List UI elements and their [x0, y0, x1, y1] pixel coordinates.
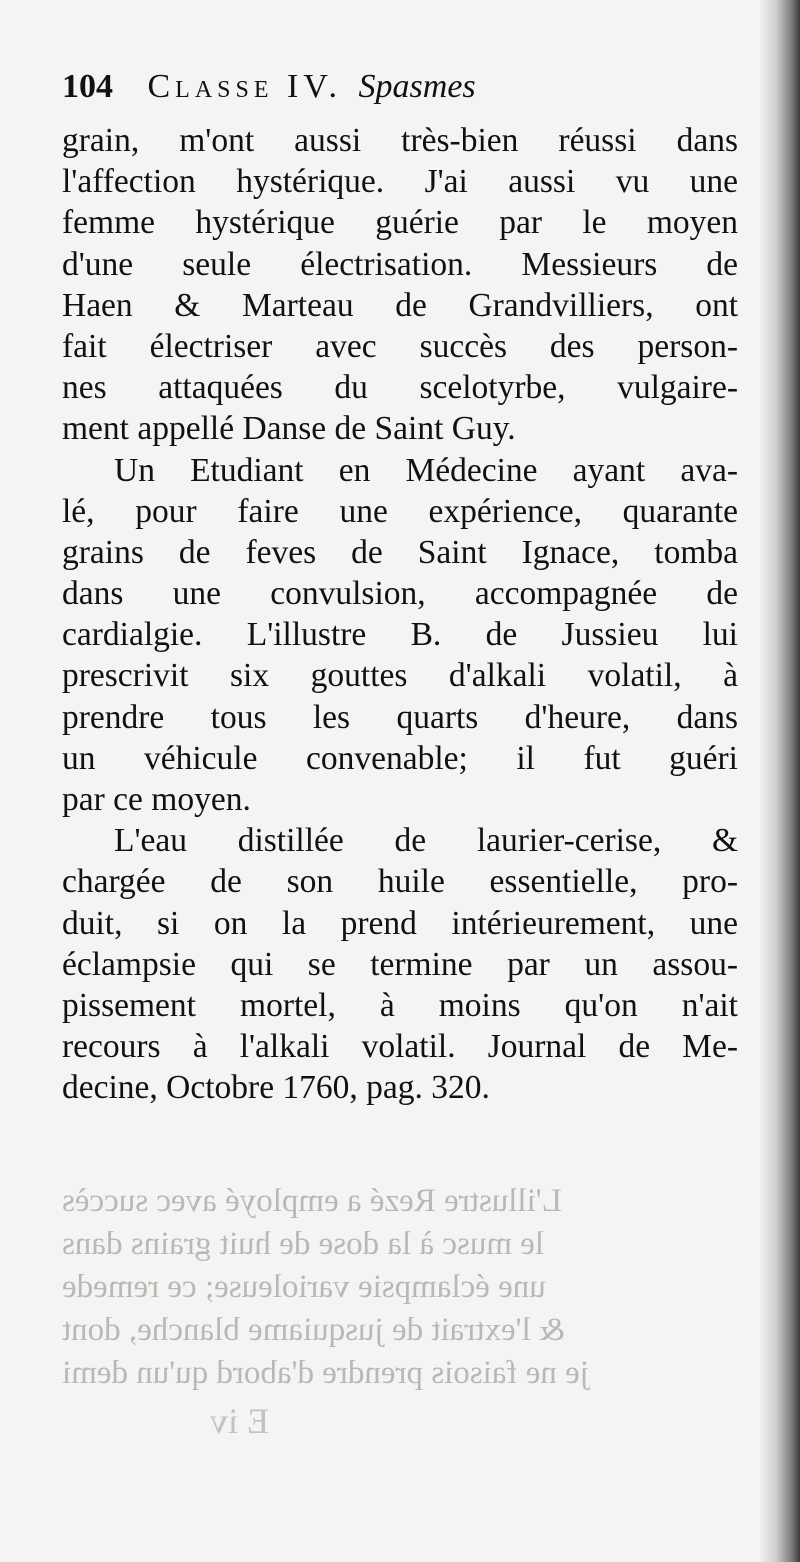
text-line: decine, Octobre 1760, pag. 320.: [62, 1069, 490, 1107]
text-line: ment appellé Danse de Saint Guy.: [62, 410, 516, 448]
bleed-line: L'illustre Rezé a employé avec succès: [62, 1183, 562, 1219]
bleed-line: je ne faisois prendre d'abord qu'un demi: [62, 1355, 589, 1391]
text-line: prendre tous les quarts d'heure, dans: [62, 698, 738, 736]
signature-mark: E iv: [210, 1401, 269, 1441]
running-header: [62, 62, 722, 112]
text-line: par ce moyen.: [62, 781, 251, 818]
text-line: femme hystérique guérie par le moyen: [62, 204, 738, 242]
text-line: éclampsie qui se termine par un assou-: [62, 945, 738, 983]
text-line: nes attaquées du scelotyrbe, vulgaire-: [62, 369, 738, 407]
text-line: lé, pour faire une expérience, quarante: [62, 492, 738, 530]
text-line: pissement mortel, à moins qu'on n'ait: [62, 986, 738, 1024]
text-line: duit, si on la prend intérieurement, une: [62, 904, 738, 942]
text-line: grain, m'ont aussi très-bien réussi dans: [62, 122, 738, 159]
text-line: l'affection hystérique. J'ai aussi vu une: [62, 163, 738, 201]
body-text: [62, 120, 738, 1109]
bleed-through-text: [62, 1180, 738, 1395]
chapter-title: Classe IV.: [147, 68, 343, 105]
text-line: dans une convulsion, accompagnée de: [62, 575, 738, 613]
chapter-subject: Spasmes: [358, 68, 476, 105]
bleed-line: le musc à la dose de huit grains dans: [62, 1226, 545, 1262]
bleed-line: une éclampsie varioleuse; ce remede: [62, 1269, 546, 1305]
text-line: d'une seule électrisation. Messieurs de: [62, 245, 738, 283]
text-line: chargée de son huile essentielle, pro-: [62, 863, 738, 901]
text-line: un véhicule convenable; il fut guéri: [62, 739, 738, 777]
bleed-line: & l'extrait de jusquiame blanche, dont: [62, 1312, 565, 1348]
text-line: fait électriser avec succès des person-: [62, 327, 738, 365]
text-line: prescrivit six gouttes d'alkali volatil, à: [62, 657, 738, 695]
text-line: Haen & Marteau de Grandvilliers, ont: [62, 286, 738, 324]
text-line: L'eau distillée de laurier-cerise, &: [114, 822, 738, 860]
text-line: recours à l'alkali volatil. Journal de Me-: [62, 1028, 738, 1066]
page-edge-shadow: [760, 0, 800, 1562]
text-line: cardialgie. L'illustre B. de Jussieu lui: [62, 616, 738, 654]
page-number: 104: [62, 68, 113, 105]
text-line: grains de feves de Saint Ignace, tomba: [62, 533, 738, 571]
text-line: Un Etudiant en Médecine ayant ava-: [114, 451, 738, 489]
